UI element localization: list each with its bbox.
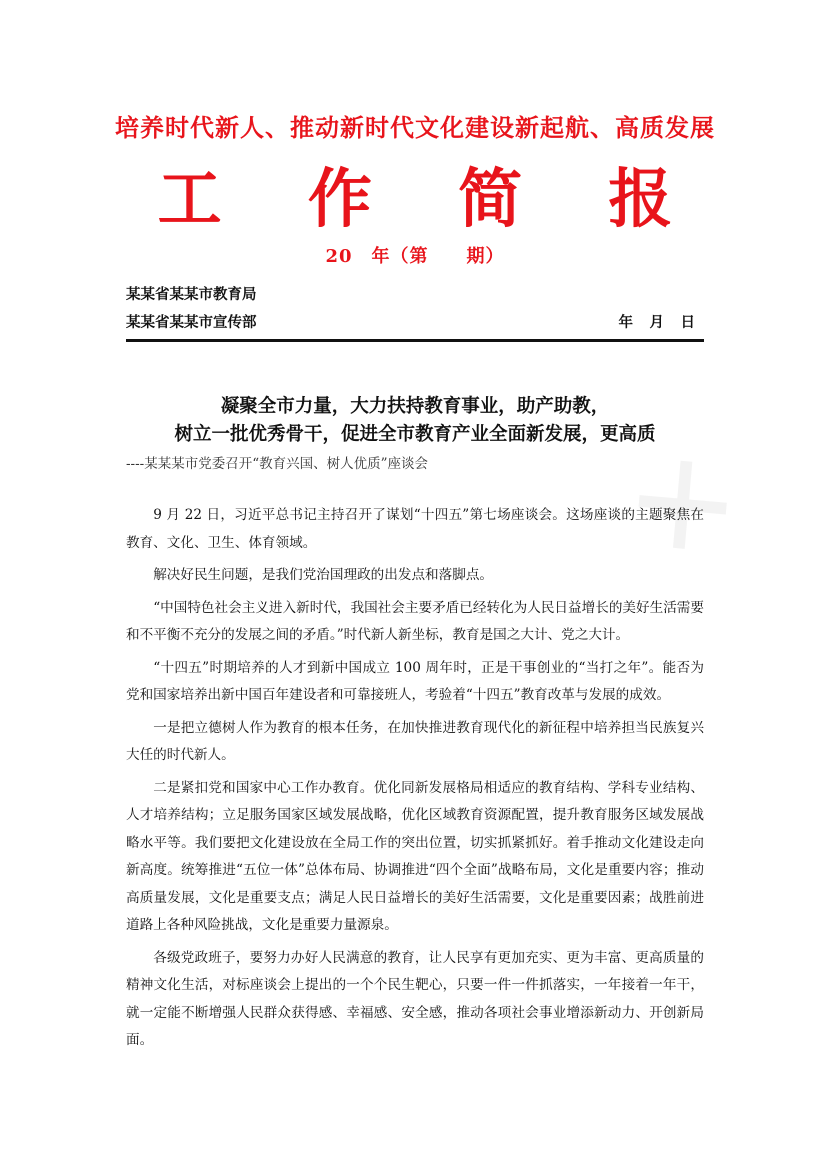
report-title: 工 作 简 报 (157, 162, 705, 237)
issuing-org-education: 某某省某某市教育局 (126, 286, 257, 303)
paragraph: 9 月 22 日，习近平总书记主持召开了谋划“十四五”第七场座谈会。这场座谈的主题聚焦在教育、文化、卫生、体育领域。 (126, 507, 704, 551)
article-body (126, 502, 704, 1060)
subheadline: ----某某某市党委召开“教育兴国、树人优质”座谈会 (126, 456, 429, 472)
paragraph: 解决好民生问题，是我们党治国理政的出发点和落脚点。 (153, 567, 494, 583)
paragraph: “中国特色社会主义进入新时代，我国社会主要矛盾已经转化为人民日益增长的美好生活需要和不平衡不充分的发展之间的矛盾。”时代新人新坐标，教育是国之大计、党之大计。 (126, 599, 704, 643)
paragraph: 一是把立德树人作为教育的根本任务，在加快推进教育现代化的新征程中培养担当民族复兴大任的时代新人。 (126, 719, 704, 763)
paragraph: 各级党政班子，要努力办好人民满意的教育，让人民享有更加充实、更为丰富、更高质量的精神文化生活，对标座谈会上提出的一个个民生靶心，只要一件一件抓落实，一年接着一年干，就一定能不断增强人民群众获得感、幸福感、安全感，推动各项社会事业增添新动力、开创新局面。 (126, 949, 704, 1048)
slogan: 培养时代新人、推动新时代文化建设新起航、高质发展 (115, 113, 715, 142)
header-divider (126, 339, 704, 342)
issue-date: 年 月 日 (618, 314, 696, 331)
headline-line-2: 树立一批优秀骨干，促进全市教育产业全面新发展，更高质 (174, 424, 656, 445)
issue-number: 20 年（第 期） (325, 246, 505, 267)
watermark: ✕ (594, 423, 766, 591)
paragraph: 二是紧扣党和国家中心工作办教育。优化同新发展格局相适应的教育结构、学科专业结构、人才培养结构；立足服务国家区域发展战略，优化区域教育资源配置，提升教育服务区域发展战略水平等。我们要把文化建设放在全局工作的突出位置，切实抓紧抓好。着手推动文化建设走向新高度。统筹推进“五位一体”总体布局、协调推进“四个全面”战略布局，文化是重要内容；推动高质量发展，文化是重要支点；满足人民日益增长的美好生活需要，文化是重要因素；战胜前进道路上各种风险挑战，文化是重要力量源泉。 (126, 779, 704, 933)
paragraph: “十四五”时期培养的人才到新中国成立 100 周年时，正是干事创业的“当打之年”。能否为党和国家培养出新中国百年建设者和可靠接班人，考验着“十四五”教育改革与发展的成效。 (126, 659, 704, 703)
issuing-org-publicity: 某某省某某市宣传部 (126, 314, 257, 331)
headline-line-1: 凝聚全市力量，大力扶持教育事业，助产助教， (220, 396, 610, 417)
